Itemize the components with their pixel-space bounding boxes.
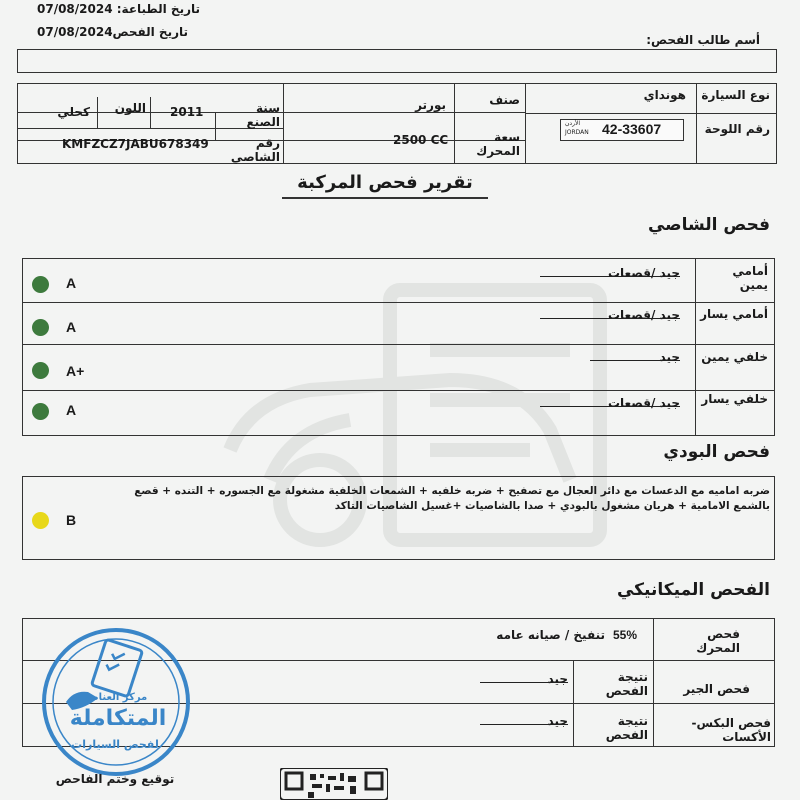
plate-country-en: JORDAN <box>565 129 589 136</box>
inspection-date: 07/08/2024 <box>37 25 113 39</box>
grade-dot-green <box>32 403 49 420</box>
mech-axle-label: فحص البكس-الأكسات <box>691 716 771 744</box>
chassis-row-position: خلفي يسار <box>701 392 768 406</box>
mech-axle-result: جيد <box>547 714 568 728</box>
chassis-row-position: خلفي يمين <box>701 350 768 364</box>
grade-dot-green <box>32 276 49 293</box>
stamp-main-text: المتكاملة <box>69 706 167 731</box>
chassis-row-grade: A <box>66 402 77 418</box>
inspection-date-label: تاريخ الفحص: <box>107 25 188 39</box>
chassis-row-result: جيد <box>659 350 680 364</box>
chassis-number: KMFZCZ7JABU678349 <box>62 137 209 151</box>
engine-label: سعة المحرك <box>476 130 520 158</box>
car-type-label: نوع السيارة <box>701 88 770 102</box>
chassis-row-position: أمامي يمين <box>732 264 768 292</box>
chassis-row-result: جيد /قصعات <box>607 396 680 410</box>
body-grade: B <box>66 512 77 528</box>
mech-engine-percent: 55% <box>613 628 638 642</box>
plate-number: 42-33607 <box>602 121 662 137</box>
print-date-label: تاريخ الطباعة: <box>116 2 200 16</box>
stamp-top-text: مركز العناصر <box>82 692 148 703</box>
mech-gear-result: جيد <box>547 672 568 686</box>
signature-label: توقيع وختم الفاحص <box>55 772 175 786</box>
chassis-row-result: جيد /قصعات <box>607 266 680 280</box>
year-label: سنة الصنع <box>246 101 280 129</box>
chassis-row-position: أمامي يسار <box>700 307 768 321</box>
requester-label: أسم طالب الفحص: <box>646 33 760 47</box>
category: بورتر <box>415 98 446 112</box>
grade-dot-green <box>32 362 49 379</box>
chassis-row-grade: A <box>66 275 77 291</box>
requester-field <box>17 49 777 73</box>
print-date: 07/08/2024 <box>37 2 113 16</box>
chassis-row-result: جيد /قصعات <box>607 308 680 322</box>
chassis-section-title: فحص الشاصي <box>647 215 770 235</box>
plate-country: الأردن <box>565 120 581 127</box>
engine: 2500 CC <box>393 133 449 147</box>
chassis-row-grade: A <box>66 319 77 335</box>
qr-code <box>280 768 388 800</box>
chassis-row-grade: A+ <box>66 363 85 379</box>
year: 2011 <box>170 105 204 119</box>
mech-engine-note: تنفيخ / صيانه عامه <box>496 628 605 642</box>
mech-axle-result-label: نتيجة الفحص <box>605 714 648 742</box>
mech-gear-result-label: نتيجة الفحص <box>605 670 648 698</box>
grade-dot-green <box>32 319 49 336</box>
plate-label: رقم اللوحة <box>704 122 770 136</box>
report-title: تقرير فحص المركبة <box>297 172 473 193</box>
color: كحلي <box>57 105 90 119</box>
mech-engine-label: فحص المحرك <box>696 627 740 655</box>
mech-gear-label: فحص الجير <box>683 682 750 696</box>
chassis-number-label: رقم الشاصي <box>230 136 280 164</box>
mech-section-title: الفحص الميكانيكي <box>616 580 770 600</box>
category-label: صنف <box>489 93 520 107</box>
body-section-title: فحص البودي <box>663 442 770 462</box>
color-label: اللون <box>114 101 146 115</box>
stamp-sub-text: لفحص السيارات <box>71 738 159 751</box>
body-description: ضربه اماميه مع الدعسات مع دائر العجال مع تصفيح + ضربه خلفيه + الشمعات الخلفية مشغولة مع الجسوره + التنده + قصع بالشمع الامامية + هريان مشغول بالبودي + صدا بالشاصيات +غسيل الشاصيات التاكد <box>134 485 770 512</box>
car-type: هونداي <box>643 88 686 102</box>
grade-dot-yellow <box>32 512 49 529</box>
